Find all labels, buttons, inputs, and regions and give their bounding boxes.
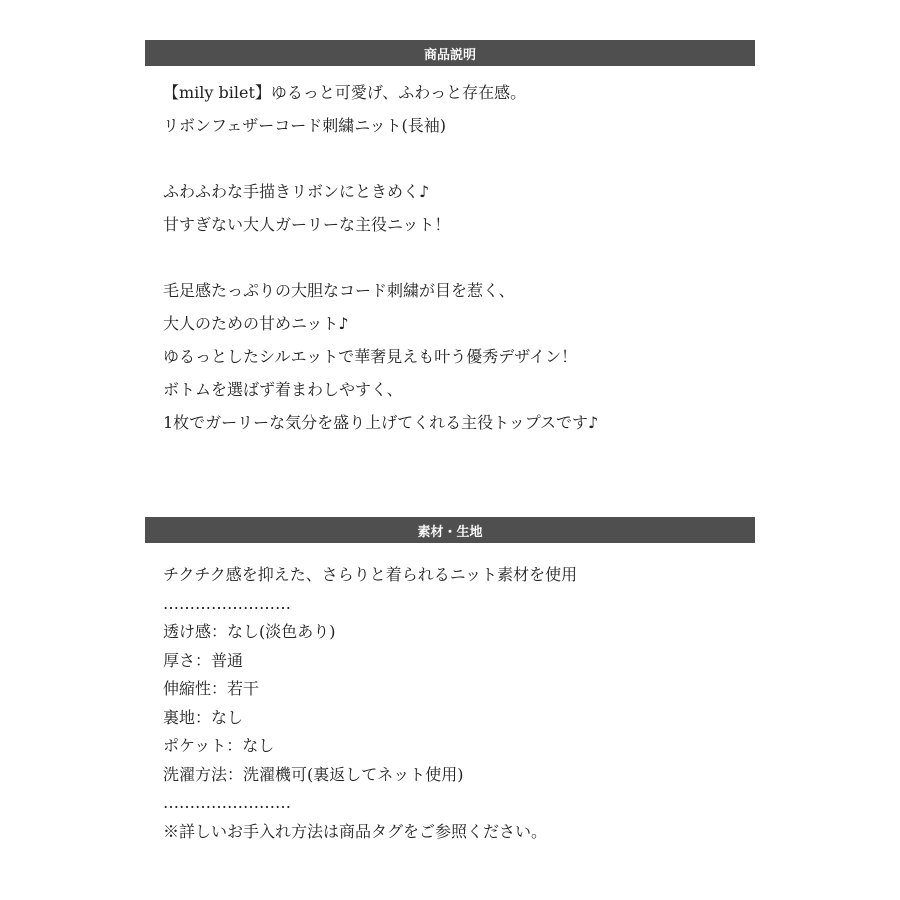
description-line: 1枚でガーリーな気分を盛り上げてくれる主役トップスです♪ [163,413,599,432]
material-care-note: ※詳しいお手入れ方法は商品タグをご参照ください。 [163,821,548,841]
description-line [163,241,753,274]
material-divider: …………………… [163,793,291,812]
product-description-header: 商品説明 [145,40,755,66]
material-line: 伸縮性：若干 [163,679,260,698]
description-line: ゆるっとしたシルエットで華奢見えも叶う優秀デザイン！ [163,347,578,366]
description-line: 甘すぎない大人ガーリーな主役ニット！ [163,215,451,234]
material-line: 厚さ：普通 [163,650,244,670]
product-description-text [163,76,753,439]
description-line: リボンフェザーコード刺繍ニット(長袖) [163,116,447,135]
description-line: ふわふわな手描きリボンにときめく♪ [163,182,430,201]
material-divider: …………………… [163,593,291,613]
material-line: 透け感：なし(淡色あり) [163,622,336,641]
description-line: ボトムを選ばず着まわしやすく、 [163,380,403,399]
material-fabric-text [163,561,753,846]
description-line: 大人のための甘めニット♪ [163,314,349,333]
material-line: ポケット：なし [163,736,275,755]
material-line: 洗濯方法：洗濯機可(裏返してネット使用) [163,764,464,784]
description-line: 毛足感たっぷりの大胆なコード刺繍が目を惹く、 [163,281,515,300]
description-line [163,142,753,175]
description-line: 【mily bilet】ゆるっと可愛げ、ふわっと存在感。 [163,83,527,102]
material-fabric-header: 素材・生地 [145,517,755,543]
material-line: 裏地：なし [163,707,244,727]
material-line: チクチク感を抑えた、さらりと着られるニット素材を使用 [163,565,578,584]
